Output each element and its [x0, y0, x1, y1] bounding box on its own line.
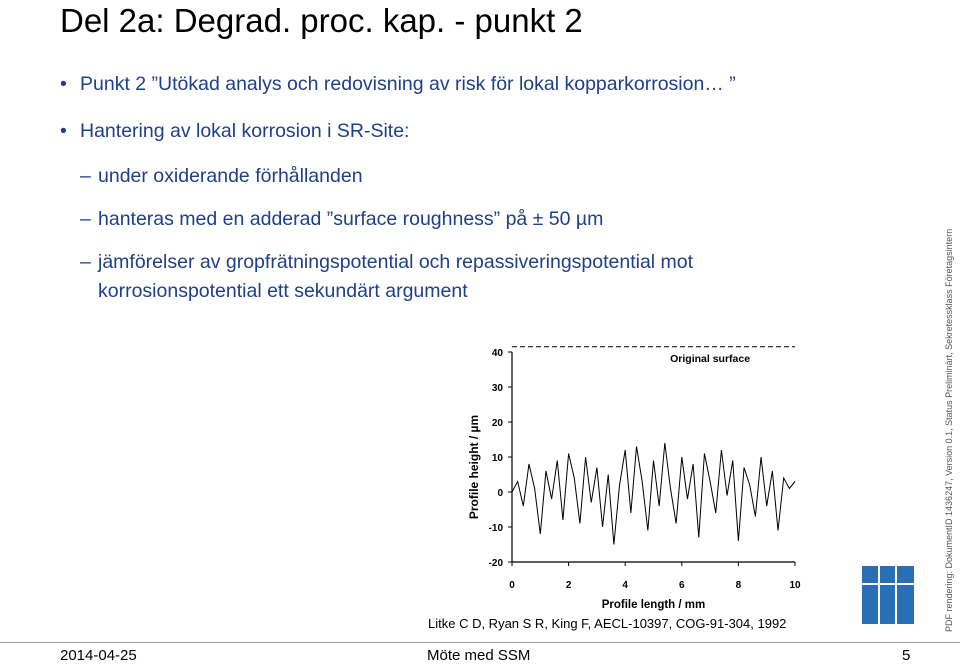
bullet-item: [60, 72, 736, 96]
subbullet-item: [80, 250, 693, 274]
y-tick-label: -20: [488, 558, 503, 569]
x-tick-label: 8: [735, 580, 742, 591]
subbullet-marker: –: [80, 165, 91, 187]
bullet-text: Punkt 2 ”Utökad analys och redovisning av risk för lokal kopparkorrosion… ”: [80, 73, 736, 95]
subbullet-marker: –: [80, 208, 91, 230]
profile-series-line: [512, 443, 795, 545]
subbullet-item: [80, 207, 603, 231]
x-tick-label: 0: [509, 580, 515, 591]
y-tick-label: 40: [491, 348, 503, 359]
subbullet-text: jämförelser av gropfrätningspotential och repassiveringspotential mot: [98, 251, 694, 273]
profile-chart: [460, 330, 810, 620]
slide-title: Del 2a: Degrad. proc. kap. - punkt 2: [60, 2, 583, 39]
footer-page-number: 5: [902, 647, 911, 664]
y-tick-label: 20: [491, 418, 503, 429]
subbullet-text: under oxiderande förhållanden: [98, 165, 363, 187]
footer: [0, 642, 960, 667]
footer-date: 2014-04-25: [60, 647, 137, 664]
annotation-original-surface: Original surface: [670, 352, 751, 365]
subbullet-item: [80, 164, 363, 188]
y-axis-label: Profile height / µm: [467, 414, 481, 520]
footer-meeting: Möte med SSM: [427, 647, 531, 664]
skb-logo: [862, 566, 914, 629]
x-tick-label: 2: [565, 580, 572, 591]
bullet-marker: •: [60, 73, 67, 95]
reference-text: Litke C D, Ryan S R, King F, AECL-10397, COG-91-304, 1992: [428, 616, 787, 631]
x-axis-label: Profile length / mm: [601, 599, 706, 611]
subbullet-text: hanteras med en adderad ”surface roughness” på ± 50 µm: [98, 208, 604, 230]
y-tick-label: 10: [491, 453, 503, 464]
y-tick-label: 30: [491, 383, 503, 394]
y-tick-label: 0: [497, 488, 503, 499]
subbullet-text-continued: korrosionspotential ett sekundärt argument: [98, 280, 468, 302]
x-tick-label: 10: [789, 580, 801, 591]
subbullet-marker: –: [80, 251, 91, 273]
bullet-marker: •: [60, 120, 67, 142]
x-tick-label: 4: [622, 580, 628, 591]
bullet-text: Hantering av lokal korrosion i SR-Site:: [80, 120, 410, 142]
y-tick-label: -10: [488, 523, 503, 534]
skb-logo-icon: [862, 566, 914, 624]
x-tick-label: 6: [679, 580, 685, 591]
document-info-text: PDF rendering: DokumentID 1436247, Version 0.1, Status Preliminärt, Sekretessklass Företagsintern: [944, 228, 954, 632]
bullet-item: [60, 119, 409, 143]
